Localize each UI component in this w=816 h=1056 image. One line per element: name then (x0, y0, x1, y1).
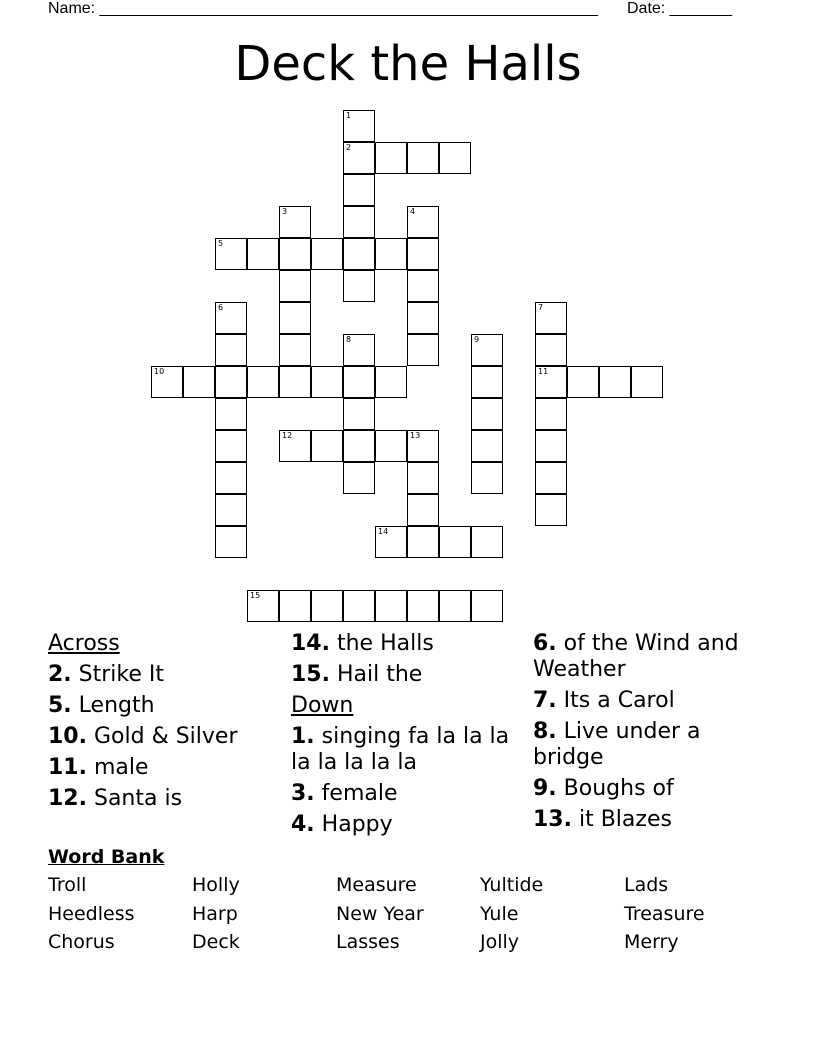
grid-cell[interactable] (311, 430, 343, 462)
clue-down-7 (533, 685, 769, 716)
clue-text: it Blazes (578, 807, 672, 832)
cell-number: 15 (250, 591, 261, 600)
grid-cell[interactable] (343, 270, 375, 302)
grid-cell[interactable] (375, 142, 407, 174)
cell-number: 2 (346, 143, 352, 152)
grid-cell[interactable] (247, 238, 279, 270)
clue-number: 5. (48, 693, 72, 718)
clues-column-3 (533, 628, 769, 835)
grid-cell[interactable] (535, 366, 567, 398)
grid-cell[interactable] (535, 398, 567, 430)
grid-cell[interactable] (471, 430, 503, 462)
word-bank-item: Heedless (48, 902, 135, 925)
grid-cell[interactable] (311, 238, 343, 270)
clue-across-10 (48, 721, 284, 752)
grid-cell[interactable] (343, 334, 375, 366)
cell-number: 4 (410, 207, 416, 216)
grid-cell[interactable] (439, 590, 471, 622)
grid-cell[interactable] (215, 526, 247, 558)
clue-text: Strike It (78, 662, 165, 687)
grid-cell[interactable] (407, 494, 439, 526)
word-bank-item: Jolly (480, 931, 520, 953)
clue-text: Length (78, 693, 155, 718)
clue-text: Hail the (336, 662, 423, 687)
clue-down-8 (533, 716, 769, 773)
grid-cell[interactable] (535, 430, 567, 462)
word-bank-item: Harp (192, 902, 238, 925)
clue-number: 1. (291, 724, 315, 749)
clue-number: 11. (48, 755, 87, 780)
grid-cell[interactable] (279, 366, 311, 398)
grid-cell[interactable] (375, 366, 407, 398)
grid-cell[interactable] (151, 366, 183, 398)
clue-text: Its a Carol (563, 688, 675, 713)
clue-down-4 (291, 809, 527, 840)
grid-cell[interactable] (279, 430, 311, 462)
across-heading: Across (48, 631, 120, 656)
cell-number: 9 (474, 335, 480, 344)
clue-number: 2. (48, 662, 72, 687)
clue-down-9 (533, 773, 769, 804)
date-field-label: Date: _______ (627, 0, 732, 17)
grid-cell[interactable] (471, 334, 503, 366)
cell-number: 13 (410, 431, 421, 440)
cell-number: 14 (378, 527, 389, 536)
word-bank (48, 874, 768, 960)
word-bank-item: Treasure (624, 902, 705, 925)
grid-cell[interactable] (279, 302, 311, 334)
clue-text: Live under a bridge (533, 719, 701, 770)
word-bank-item: Troll (48, 874, 87, 896)
cell-number: 8 (346, 335, 352, 344)
word-bank-item: Merry (624, 931, 679, 953)
grid-cell[interactable] (247, 590, 279, 622)
word-bank-item: Lasses (336, 931, 400, 953)
clue-down-6 (533, 628, 769, 685)
cell-number: 11 (538, 367, 549, 376)
clue-number: 10. (48, 724, 87, 749)
grid-cell[interactable] (407, 302, 439, 334)
cell-number: 1 (346, 111, 352, 120)
down-heading: Down (291, 693, 354, 718)
clue-number: 4. (291, 812, 315, 837)
grid-cell[interactable] (471, 526, 503, 558)
grid-cell[interactable] (183, 366, 215, 398)
grid-cell[interactable] (279, 238, 311, 270)
grid-cell[interactable] (407, 238, 439, 270)
grid-cell[interactable] (279, 334, 311, 366)
cell-number: 10 (154, 367, 165, 376)
word-bank-item: Lads (624, 874, 669, 896)
clue-text: Santa is (93, 786, 183, 811)
clue-across-5 (48, 690, 284, 721)
grid-cell[interactable] (535, 334, 567, 366)
grid-cell[interactable] (343, 366, 375, 398)
clue-text: Boughs of (563, 776, 674, 801)
page-title: Deck the Halls (234, 36, 582, 92)
clue-number: 9. (533, 776, 557, 801)
grid-cell[interactable] (375, 590, 407, 622)
grid-cell[interactable] (215, 398, 247, 430)
clue-down-3 (291, 778, 527, 809)
clue-down-13 (533, 804, 769, 835)
grid-cell[interactable] (215, 238, 247, 270)
cell-number: 6 (218, 303, 224, 312)
grid-cell[interactable] (279, 206, 311, 238)
grid-cell[interactable] (311, 366, 343, 398)
cell-number: 7 (538, 303, 544, 312)
clue-across-14 (291, 628, 527, 659)
clue-number: 15. (291, 662, 330, 687)
grid-cell[interactable] (407, 142, 439, 174)
grid-cell[interactable] (247, 366, 279, 398)
grid-cell[interactable] (343, 398, 375, 430)
grid-cell[interactable] (407, 430, 439, 462)
grid-cell[interactable] (471, 590, 503, 622)
word-bank-item: Chorus (48, 931, 115, 953)
clue-text: male (93, 755, 149, 780)
grid-cell[interactable] (535, 302, 567, 334)
clue-text: Gold & Silver (93, 724, 238, 749)
word-bank-item: Measure (336, 874, 417, 896)
grid-cell[interactable] (407, 206, 439, 238)
clue-number: 7. (533, 688, 557, 713)
clue-number: 12. (48, 786, 87, 811)
clue-number: 14. (291, 631, 330, 656)
grid-cell[interactable] (343, 590, 375, 622)
clues-column-2 (291, 628, 527, 840)
clue-number: 3. (291, 781, 315, 806)
word-bank-item: Yultide (480, 874, 544, 896)
word-bank-item: New Year (336, 902, 424, 925)
clue-across-2 (48, 659, 284, 690)
grid-cell[interactable] (343, 174, 375, 206)
clue-down-1 (291, 721, 527, 778)
grid-cell[interactable] (343, 142, 375, 174)
grid-cell[interactable] (631, 366, 663, 398)
clue-text: the Halls (336, 631, 434, 656)
grid-cell[interactable] (407, 590, 439, 622)
grid-cell[interactable] (375, 526, 407, 558)
grid-cell[interactable] (567, 366, 599, 398)
grid-cell[interactable] (375, 238, 407, 270)
clue-number: 13. (533, 807, 572, 832)
cell-number: 3 (282, 207, 288, 216)
clue-across-12 (48, 783, 284, 814)
grid-cell[interactable] (471, 462, 503, 494)
cell-number: 12 (282, 431, 293, 440)
clue-number: 6. (533, 631, 557, 656)
grid-cell[interactable] (439, 142, 471, 174)
grid-cell[interactable] (375, 430, 407, 462)
clue-text: of the Wind and Weather (533, 631, 739, 682)
grid-cell[interactable] (343, 430, 375, 462)
clues-column-1 (48, 628, 284, 814)
clue-text: Happy (321, 812, 393, 837)
grid-cell[interactable] (343, 110, 375, 142)
grid-cell[interactable] (471, 366, 503, 398)
word-bank-item: Deck (192, 931, 240, 953)
grid-cell[interactable] (407, 526, 439, 558)
grid-cell[interactable] (599, 366, 631, 398)
grid-cell[interactable] (343, 238, 375, 270)
word-bank-item: Holly (192, 874, 240, 896)
grid-cell[interactable] (407, 270, 439, 302)
name-field-label: Name: ________________________________________________________ (48, 0, 598, 17)
grid-cell[interactable] (215, 462, 247, 494)
clue-number: 8. (533, 719, 557, 744)
grid-cell[interactable] (535, 462, 567, 494)
grid-cell[interactable] (215, 494, 247, 526)
clue-text: singing fa la la la la la la la la (291, 724, 510, 775)
word-bank-item: Yule (480, 902, 519, 925)
grid-cell[interactable] (215, 366, 247, 398)
grid-cell[interactable] (279, 270, 311, 302)
grid-cell[interactable] (311, 590, 343, 622)
word-bank-title: Word Bank (48, 846, 165, 868)
grid-cell[interactable] (407, 462, 439, 494)
grid-cell[interactable] (471, 398, 503, 430)
grid-cell[interactable] (439, 526, 471, 558)
grid-cell[interactable] (215, 430, 247, 462)
grid-cell[interactable] (535, 494, 567, 526)
clue-across-15 (291, 659, 527, 690)
grid-cell[interactable] (343, 206, 375, 238)
grid-cell[interactable] (407, 334, 439, 366)
grid-cell[interactable] (215, 334, 247, 366)
clue-text: female (321, 781, 398, 806)
clue-across-11 (48, 752, 284, 783)
grid-cell[interactable] (215, 302, 247, 334)
grid-cell[interactable] (279, 590, 311, 622)
grid-cell[interactable] (343, 462, 375, 494)
cell-number: 5 (218, 239, 224, 248)
